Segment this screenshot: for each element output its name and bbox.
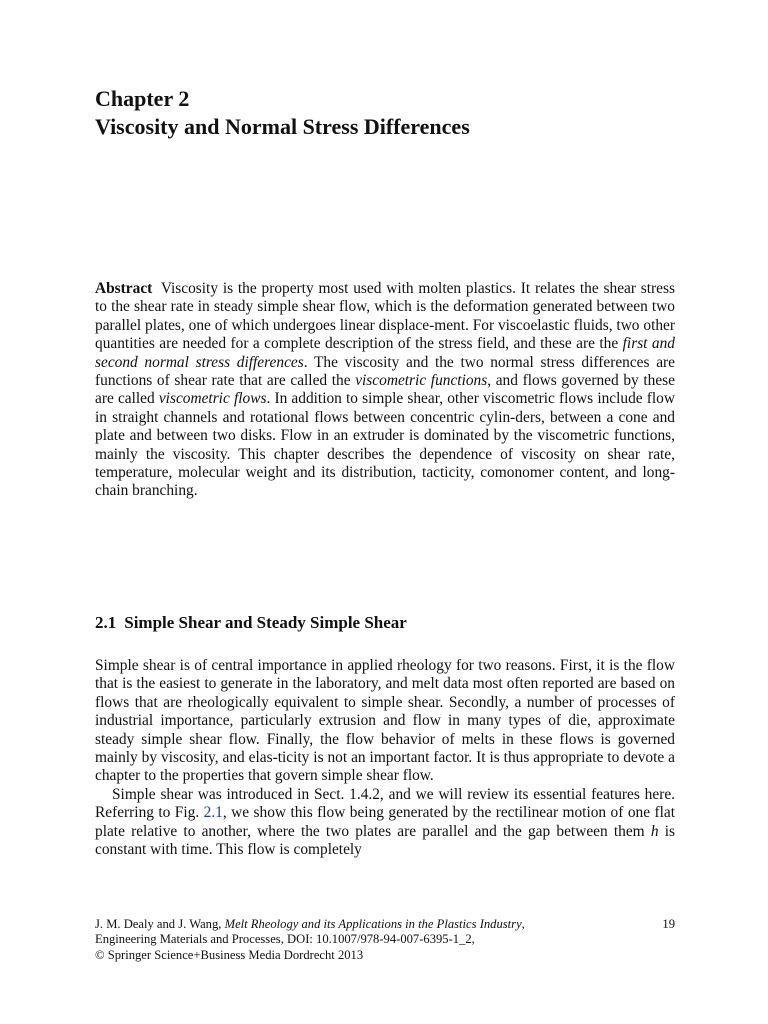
- abstract-text-3: . The viscosity and the two normal stress differences are functions of shear rate that are called the: [95, 353, 675, 390]
- page-number: 19: [662, 917, 675, 931]
- abstract-emphasis-viscometric-flows: viscometric flows: [158, 390, 267, 408]
- chapter-label: Chapter 2: [95, 86, 190, 111]
- footer-comma: ,: [521, 917, 525, 931]
- page: [95, 0, 675, 1024]
- body-paragraph-2-text-a: Simple shear was introduced in Sect. 1.4.2, and we will review its essential features here. Referring to Fig.: [95, 785, 675, 822]
- footer-book-title: Melt Rheology and its Applications in the Plastics Industry: [224, 917, 522, 931]
- abstract-text-4: , and flows governed by these are called: [95, 372, 675, 408]
- abstract-text-2: ment. For viscoelastic fluids, two other quantities are needed for a complete description of the stress field, and these are the: [95, 316, 675, 353]
- chapter-title: Viscosity and Normal Stress Differences: [95, 114, 470, 139]
- abstract: [95, 280, 675, 501]
- abstract-label: Abstract: [95, 280, 153, 297]
- gap-variable: h: [650, 822, 659, 840]
- footer-authors: J. M. Dealy and J. Wang,: [95, 917, 225, 931]
- body-text: [95, 657, 675, 859]
- body-paragraph-2-text-c: is constant with time. This flow is completely: [95, 822, 675, 859]
- section-number: 2.1: [95, 613, 117, 632]
- footer: [95, 917, 675, 963]
- abstract-text-5: . In addition to simple shear, other viscometric flows include flow in straight channels and rotational flows between concentric cylin-: [95, 390, 675, 426]
- footer-copyright-line: © Springer Science+Business Media Dordrecht 2013: [95, 947, 364, 962]
- figure-link[interactable]: 2.1: [203, 804, 223, 822]
- section-title: Simple Shear and Steady Simple Shear: [124, 613, 407, 632]
- abstract-emphasis-viscometric-functions: viscometric functions: [355, 372, 488, 390]
- abstract-emphasis-normal-stress: first and second normal stress differences: [95, 335, 675, 371]
- footer-citation-line: [95, 917, 675, 932]
- footer-doi-line: Engineering Materials and Processes, DOI: 10.1007/978-94-007-6395-1_2,: [95, 932, 475, 947]
- section-heading: [95, 613, 407, 633]
- body-paragraph-1: Simple shear is of central importance in applied rheology for two reasons. First, it is the flow that is the easiest to generate in the laboratory, and melt data most often reported are based on flows that are rheologically equivalent to simple shear. Secondly, a number of processes of industrial importance, particularly extrusion and flow in many types of die, approximate steady simple shear flow. Finally, the flow behavior of melts in these flows is governed mainly by viscosity, and elas-ticity is not an important factor. It is thus appropriate to devote a chapter to the properties that govern simple shear flow.: [95, 657, 675, 785]
- abstract-text-1: Viscosity is the property most used with molten plastics. It relates the shear stress to the shear rate in steady simple shear flow, which is the deformation generated between two parallel plates, one of which undergoes linear displace-: [95, 280, 675, 334]
- body-paragraph-2-text-b: , we show this flow being generated by the rectilinear motion of one flat plate relative to another, where the two plates are parallel and the gap between them: [95, 804, 675, 840]
- body-paragraph-2: [95, 786, 675, 860]
- abstract-text-6: ders, between a cone and plate and between two disks. Flow in an extruder is dominated by the viscometric functions, mainly the viscosity. This chapter describes the dependence of viscosity on shear rate, temperature, molecular weight and its distribution, tacticity, comonomer content, and long-chain branching.: [95, 408, 675, 500]
